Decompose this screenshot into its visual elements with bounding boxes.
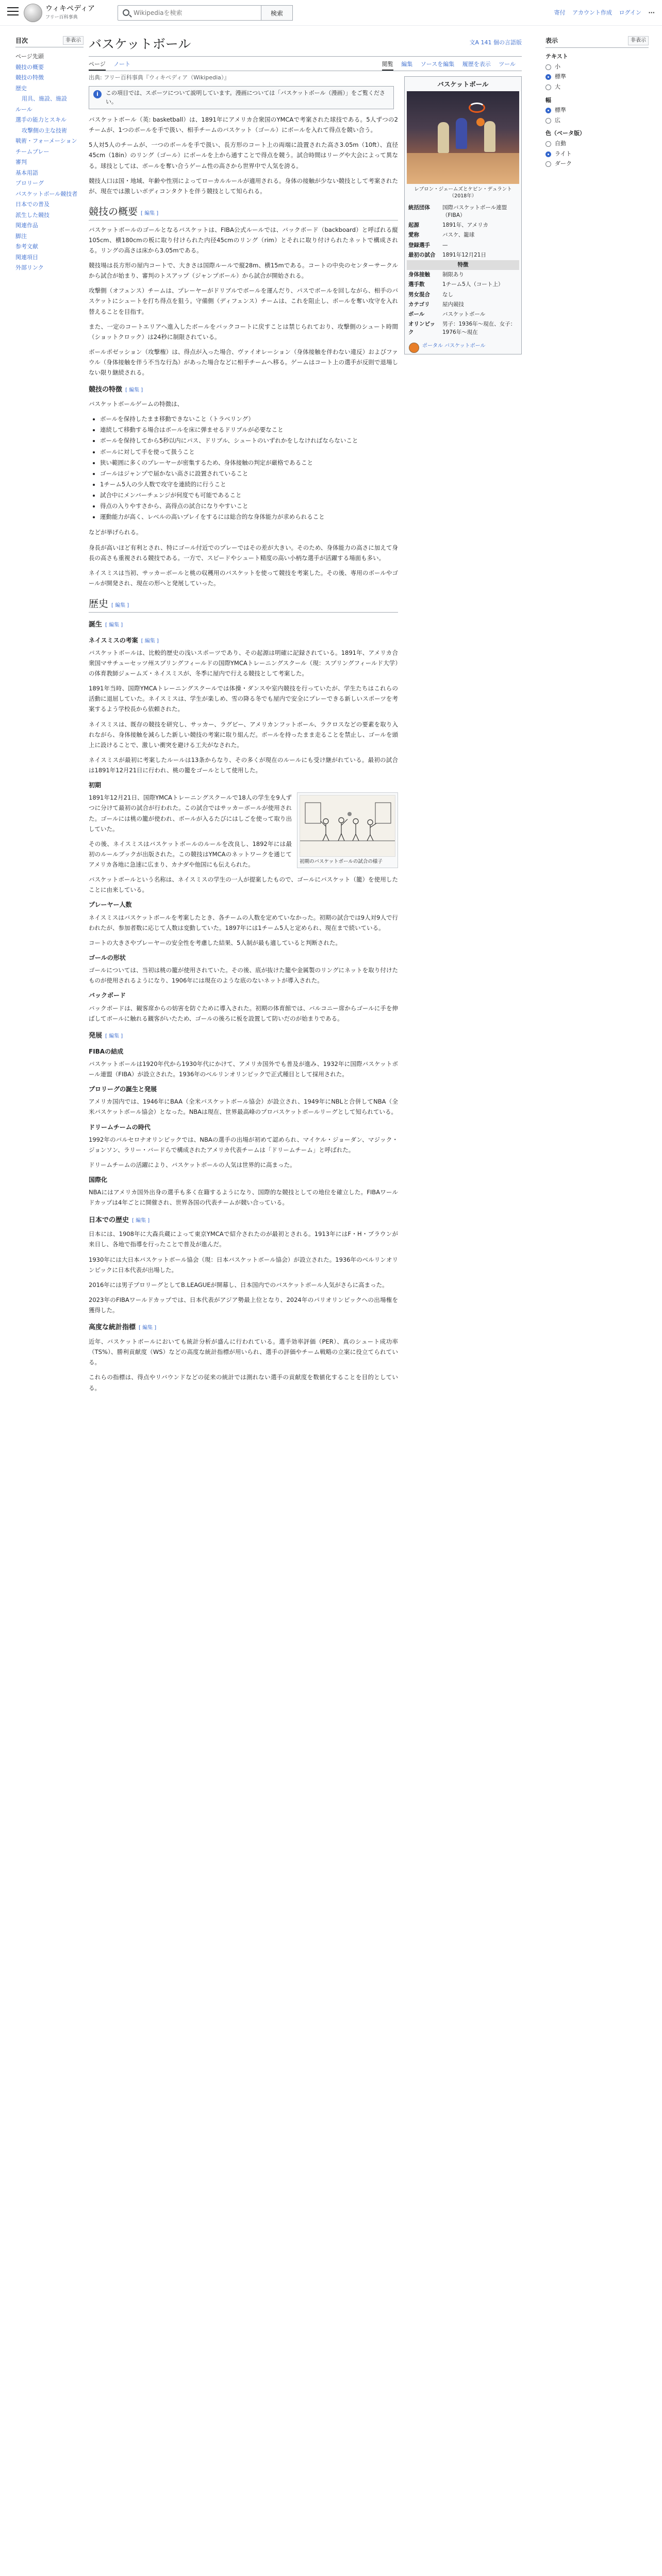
appearance-hide-button[interactable]: 非表示 bbox=[628, 36, 649, 45]
infobox-row bbox=[407, 270, 519, 280]
paragraph: 近年、バスケットボールにおいても統計分析が盛んに行われている。選手効率評価（PER）、真のシュート成功率（TS%）、勝利貢献度（WS）などの高度な統計指標が用いられ、選手の評価やチーム戦略の立案に役立てられている。 bbox=[89, 1338, 398, 1366]
section-heading-pro bbox=[89, 1084, 398, 1094]
section-title: 歴史 bbox=[89, 598, 109, 610]
figure-caption: 初期のバスケットボールの試合の様子 bbox=[300, 859, 383, 865]
text-size-option[interactable] bbox=[545, 72, 649, 81]
paragraph: ネイスミスは、既存の競技を研究し、サッカー、ラグビー、アメリカンフットボール、ラクロスなどの要素を取り入れながら、身体接触を減らした新しい競技の考案に取り組んだ。ボールを持ったまま走ることを禁止し、ゴールを頭上に設けることで、激しい衝突を避ける工夫がなされた。 bbox=[89, 720, 398, 749]
section-title: ネイスミスの考案 bbox=[89, 636, 138, 644]
tab-talk[interactable]: ノート bbox=[113, 60, 130, 67]
infobox-value: 1891年、アメリカ bbox=[442, 222, 488, 229]
paragraph: 1992年のバルセロナオリンピックでは、NBAの選手の出場が初めて認められ、マイケル・ジョーダン、マジック・ジョンソン、ラリー・バードらで構成されたアメリカ代表チームは「ドリームチーム」と呼ばれた。 bbox=[89, 1136, 398, 1154]
section-title: ドリームチームの時代 bbox=[89, 1123, 151, 1131]
edit-link[interactable]: [ 編集 ] bbox=[111, 603, 129, 609]
paragraph: 2023年のFIBAワールドカップでは、日本代表がアジア勢最上位となり、2024年のパリオリンピックへの出場権を獲得した。 bbox=[89, 1296, 398, 1314]
infobox-row bbox=[407, 300, 519, 310]
title-text: バスケットボール bbox=[89, 37, 191, 52]
toc-hide-button[interactable]: 非表示 bbox=[63, 36, 84, 45]
naismith-text bbox=[89, 648, 398, 775]
toc-item[interactable]: プロリーグ bbox=[15, 180, 44, 187]
section-heading-birth bbox=[89, 620, 398, 631]
infobox-key: 登録選手 bbox=[408, 242, 430, 248]
radio-icon[interactable] bbox=[545, 161, 551, 167]
globe-icon bbox=[24, 4, 42, 22]
toc-item[interactable]: 関連作品 bbox=[15, 222, 38, 229]
infobox-row bbox=[407, 280, 519, 290]
infobox-key: 身体接触 bbox=[408, 272, 430, 278]
infobox-key: 男女混合 bbox=[408, 291, 430, 298]
section-heading-history bbox=[89, 598, 398, 613]
section-title: 競技の特徴 bbox=[89, 386, 123, 394]
portal-link[interactable] bbox=[407, 341, 519, 352]
infobox-table bbox=[407, 203, 519, 260]
player-figure bbox=[438, 122, 449, 153]
infobox-value: 1891年12月21日 bbox=[442, 251, 486, 258]
features-after: などが挙げられる。 bbox=[89, 529, 142, 536]
toc-list bbox=[15, 52, 84, 274]
paragraph: 1891年12月21日、国際YMCAトレーニングスクールで18人の学生を9人ずつに分けて最初の試合が行われた。この試合ではサッカーボールが使用された。ゴールには桃の籠が使われ、ボールが入るたびにはしごを使って取り出していた。 bbox=[89, 794, 292, 833]
infobox-key: 選手数 bbox=[408, 281, 425, 288]
list-item: • 運動能力が高く、レベルの高いプレイをするには総合的な身体能力が求められること bbox=[100, 512, 398, 522]
section-heading-intl bbox=[89, 1175, 398, 1185]
radio-icon[interactable] bbox=[545, 141, 551, 147]
edit-link[interactable]: [ 編集 ] bbox=[105, 1033, 123, 1039]
search-icon bbox=[123, 9, 129, 16]
radio-icon[interactable] bbox=[545, 118, 551, 124]
hatnote bbox=[89, 86, 394, 109]
option-label: 広 bbox=[555, 116, 560, 124]
section-title: FIBAの結成 bbox=[89, 1047, 124, 1055]
search-box bbox=[118, 5, 293, 21]
tab-edit[interactable]: 編集 bbox=[401, 60, 413, 67]
infobox-row bbox=[407, 203, 519, 221]
paragraph: 2016年には男子プロリーグとしてB.LEAGUEが開幕し、日本国内でのバスケットボール人気がさらに高まった。 bbox=[89, 1281, 388, 1289]
tab-tools[interactable]: ツール bbox=[499, 60, 516, 67]
section-title: プレーヤー人数 bbox=[89, 901, 132, 909]
intl-text bbox=[89, 1187, 398, 1208]
infobox-row bbox=[407, 310, 519, 319]
width-option[interactable] bbox=[545, 116, 649, 125]
infobox bbox=[404, 76, 522, 354]
section-heading-fiba bbox=[89, 1047, 398, 1057]
option-label: ライト bbox=[555, 150, 572, 157]
section-title: 誕生 bbox=[89, 620, 103, 629]
option-label: 自動 bbox=[555, 140, 566, 147]
radio-icon[interactable] bbox=[545, 151, 551, 157]
player-figure bbox=[456, 118, 467, 149]
infobox-key: 統括団体 bbox=[408, 204, 430, 211]
early-game-image[interactable] bbox=[300, 795, 395, 857]
toc-item[interactable]: 競技の特徴 bbox=[15, 74, 44, 81]
edit-link[interactable]: [ 編集 ] bbox=[139, 1325, 157, 1331]
lead-paragraph: バスケットボール（英: basketball）は、1891年にアメリカ合衆国のYMCAで考案された球技である。5人ずつの2チームが、1つのボールを手で扱い、相手チームのバスケット（ゴール）にボールを入れて得点を競い合う。 bbox=[89, 116, 398, 134]
paragraph: これらの指標は、得点やリバウンドなどの従来の統計では測れない選手の貢献度を数値化することを目的としている。 bbox=[89, 1374, 398, 1392]
list-item: • 連続して移動する場合はボールを床に弾ませるドリブルが必要なこと bbox=[100, 425, 398, 435]
section-heading-stats bbox=[89, 1323, 398, 1333]
radio-icon[interactable] bbox=[545, 84, 551, 90]
edit-link[interactable]: [ 編集 ] bbox=[141, 210, 159, 216]
section-title: 発展 bbox=[89, 1031, 103, 1040]
infobox-value: なし bbox=[442, 291, 453, 298]
section-heading-japan bbox=[89, 1215, 398, 1226]
tab-page[interactable]: ページ bbox=[89, 61, 106, 71]
basketball-icon bbox=[409, 343, 419, 353]
overview-text bbox=[89, 225, 398, 378]
logo-wordmark: ウィキペディア bbox=[45, 5, 95, 13]
edit-link[interactable]: [ 編集 ] bbox=[125, 387, 143, 394]
edit-link[interactable]: [ 編集 ] bbox=[105, 622, 123, 628]
color-option[interactable] bbox=[545, 149, 649, 159]
paragraph: アメリカ国内では、1946年にBAA（全米バスケットボール協会）が設立され、1949年にNBLと合併してNBA（全米バスケットボール協会）となった。NBAは現在、世界最高峰のプロバスケットボールリーグとして知られている。 bbox=[89, 1098, 398, 1116]
create-account-link[interactable]: アカウント作成 bbox=[572, 9, 612, 16]
infobox-image[interactable] bbox=[407, 91, 519, 184]
japan-text bbox=[89, 1229, 398, 1315]
section-heading-goal bbox=[89, 953, 398, 963]
text-size-option[interactable] bbox=[545, 62, 649, 72]
paragraph: バスケットボールのゴールとなるバスケットは、FIBA公式ルールでは、バックボード（backboard）と呼ばれる縦105cm、横180cmの板に取り付けられた内径45cmのリング（rim）とそれに取り付けられたネットで構成される。リングの高さは床から3.05mである。 bbox=[89, 226, 398, 254]
site-header bbox=[0, 0, 662, 26]
radio-icon[interactable] bbox=[545, 108, 551, 113]
text-size-label: テキスト bbox=[545, 53, 568, 60]
logo-tagline: フリー百科事典 bbox=[45, 15, 78, 20]
infobox-key: 愛称 bbox=[408, 232, 419, 239]
infobox-key: 起源 bbox=[408, 222, 419, 229]
infobox-value: 屋内競技 bbox=[442, 301, 464, 308]
toc-item[interactable]: 基本用語 bbox=[15, 169, 38, 176]
edit-link[interactable]: [ 編集 ] bbox=[132, 1217, 150, 1224]
section-heading-players bbox=[89, 900, 398, 910]
paragraph: バスケットボールという名称は、ネイスミスの学生の一人が提案したもので、ゴールにバスケット（籠）を使用したことに由来している。 bbox=[89, 876, 398, 894]
infobox-row bbox=[407, 290, 519, 300]
option-label: ダーク bbox=[555, 160, 572, 167]
toc-item[interactable]: 戦術・フォーメーション bbox=[15, 138, 77, 144]
infobox-value: バスケ、籠球 bbox=[442, 232, 475, 239]
toc-item[interactable]: 歴史 bbox=[15, 84, 27, 92]
toc-item[interactable]: バスケットボール競技者 bbox=[15, 190, 78, 197]
color-option[interactable] bbox=[545, 159, 649, 168]
toc-sidebar bbox=[15, 36, 84, 274]
section-heading-naismith bbox=[89, 636, 398, 646]
toc-item[interactable]: 日本での普及 bbox=[15, 201, 49, 208]
toc-item[interactable]: 派生した競技 bbox=[15, 211, 49, 218]
option-label: 小 bbox=[555, 63, 560, 70]
infobox-value: 男子：1936年～現在、女子：1976年～現在 bbox=[442, 321, 516, 335]
text-size-option[interactable] bbox=[545, 82, 649, 92]
toc-item[interactable]: 用具、施設、施設 bbox=[22, 95, 67, 102]
infobox-caption: レブロン・ジェームズとケビン・デュラント（2018年） bbox=[414, 187, 512, 199]
more-icon[interactable]: ··· bbox=[648, 9, 655, 16]
infobox-value: — bbox=[442, 242, 448, 248]
paragraph: バックボードは、観客席からの妨害を防ぐために導入された。初期の体育館では、バルコニー席からゴールに手を伸ばしてボールに触れる観客がいたため、ゴールの後ろに板を設置して防いだのが始まりである。 bbox=[89, 1004, 398, 1022]
toc-item[interactable]: ルール bbox=[15, 106, 32, 113]
toc-item[interactable]: チームプレー bbox=[15, 148, 49, 155]
paragraph: その後、ネイスミスはバスケットボールのルールを改良し、1892年には最初のルールブックが出版された。この競技はYMCAのネットワークを通じてアメリカ各地に急速に広まり、カナダや他国にも伝えられた。 bbox=[89, 840, 292, 869]
infobox-value: バスケットボール bbox=[442, 311, 486, 318]
section-title: プロリーグの誕生と発展 bbox=[89, 1086, 157, 1093]
paragraph: コートの大きさやプレーヤーの安全性を考慮した結果、5人制が最も適していると判断された。 bbox=[89, 939, 341, 946]
option-label: 標準 bbox=[555, 73, 566, 80]
appearance-heading bbox=[545, 36, 649, 48]
toc-item[interactable]: 審判 bbox=[15, 159, 27, 165]
portal-text: ポータル バスケットボール bbox=[422, 343, 486, 349]
list-item: • ボールに対して手を使って扱うこと bbox=[100, 447, 398, 457]
infobox-row bbox=[407, 221, 519, 230]
article-body bbox=[89, 86, 398, 1393]
lead-paragraph: 5人対5人のチームが、一つのボールを手で扱い、長方形のコート上の両端に設置された高さ3.05m（10ft）、直径45cm（18in）のリング（ゴール）にボールを上から通すことで得点を競う。試合時間はリーグや大会によって異なる。球技としては、ボールを奪い合うゲーム性の高さから世界中で人気を誇る。 bbox=[89, 141, 398, 170]
paragraph: 攻撃側（オフェンス）チームは、プレーヤーがドリブルでボールを運んだり、パスでボールを回しながら、相手のバスケットにシュートを打ち得点を狙う。守備側（ディフェンス）チームは、これを阻止し、ボールを奪い攻守を入れ替えることを目指す。 bbox=[89, 287, 398, 315]
paragraph: 競技場は長方形の屋内コートで、大きさは国際ルールで縦28m、横15mである。コートの中央のセンターサークルから試合が始まり、審判のトスアップ（ジャンプボール）から試合が開始される。 bbox=[89, 262, 398, 280]
infobox-olympic bbox=[407, 319, 519, 337]
lead-paragraph: 競技人口は国・地域、年齢や性別によってローカルルールが適用される。身体の接触が少ない競技として考案されたが、現在では激しいボディコンタクトを伴う競技として知られる。 bbox=[89, 177, 398, 195]
toc-item[interactable]: 攻撃側の主な技術 bbox=[22, 127, 67, 134]
width-label: 幅 bbox=[545, 96, 551, 104]
language-icon: 文A bbox=[469, 39, 481, 46]
tab-edit-source[interactable]: ソースを編集 bbox=[420, 60, 455, 67]
login-link[interactable]: ログイン bbox=[619, 9, 641, 16]
toc-title: 目次 bbox=[15, 37, 28, 44]
paragraph: ドリームチームの活躍により、バスケットボールの人気は世界的に高まった。 bbox=[89, 1161, 296, 1168]
page-title bbox=[89, 36, 522, 57]
hatnote-text: この項目では、スポーツについて説明しています。漫画については「バスケットボール（漫画）」をご覧ください。 bbox=[106, 90, 385, 105]
color-option[interactable] bbox=[545, 139, 649, 148]
from-line: 出典: フリー百科事典『ウィキペディア（Wikipedia）』 bbox=[89, 74, 230, 81]
sketch-illustration bbox=[300, 795, 395, 857]
infobox-table-features bbox=[407, 270, 519, 319]
list-item: • 得点の入りやすさから、高得点の試合になりやすいこと bbox=[100, 501, 398, 511]
hoop-shape bbox=[469, 103, 485, 113]
lead-section bbox=[89, 114, 398, 196]
dream-text bbox=[89, 1134, 398, 1170]
option-label: 標準 bbox=[555, 107, 566, 114]
list-item: • ゴールはジャンプで届かない高さに設置されていること bbox=[100, 468, 398, 479]
infobox-value: 1チーム5人（コート上） bbox=[442, 281, 504, 288]
appearance-sidebar bbox=[545, 36, 649, 170]
infobox-row bbox=[407, 250, 519, 260]
toc-item[interactable]: 脚注 bbox=[15, 232, 27, 240]
features-text bbox=[89, 543, 398, 589]
color-label: 色（ベータ版） bbox=[545, 130, 585, 137]
search-button[interactable]: 検索 bbox=[261, 5, 293, 21]
infobox-title: バスケットボール bbox=[437, 80, 489, 88]
section-heading-dev bbox=[89, 1031, 398, 1042]
paragraph: また、一定のコートエリアへ進入したボールをバックコートに戻すことは禁じられており、攻撃側のシュート時間（ショットクロック）は24秒に制限されている。 bbox=[89, 323, 398, 341]
color-options bbox=[545, 139, 649, 168]
players-text bbox=[89, 912, 398, 948]
width-option[interactable] bbox=[545, 106, 649, 115]
section-heading-overview bbox=[89, 206, 398, 221]
paragraph: NBAにはアメリカ国外出身の選手も多く在籍するようになり、国際的な競技としての地位を確立した。FIBAワールドカップは4年ごとに開催され、世界各国の代表チームが競い合っている。 bbox=[89, 1189, 398, 1207]
infobox-subheader: 特徴 bbox=[407, 260, 519, 270]
toc-item[interactable]: 関連項目 bbox=[15, 253, 38, 261]
infobox-key: オリンピック bbox=[408, 321, 436, 335]
paragraph: ネイスミスは当初、サッカーボールと桃の収穫用のバスケットを使って競技を考案した。その後、専用のボールやゴールが開発され、現在の形へと発展していった。 bbox=[89, 569, 398, 587]
radio-icon[interactable] bbox=[545, 64, 551, 70]
goal-text bbox=[89, 965, 398, 986]
page-tabs bbox=[89, 57, 522, 71]
pro-text bbox=[89, 1096, 398, 1117]
infobox-key: ボール bbox=[408, 311, 425, 318]
tab-read[interactable]: 閲覧 bbox=[382, 61, 393, 71]
article-content bbox=[89, 36, 522, 1398]
section-title: 国際化 bbox=[89, 1176, 108, 1184]
section-heading-backboard bbox=[89, 991, 398, 1001]
paragraph: ネイスミスはバスケットボールを考案したとき、各チームの人数を定めていなかった。初期の試合では9人対9人で行われたが、参加者数に応じて人数は変動していた。1897年には1チーム5人と定められ、現在まで続いている。 bbox=[89, 913, 398, 931]
paragraph: ネイスミスが最初に考案したルールは13条からなり、その多くが現在のルールにも受け継がれている。最初の試合は1891年12月21日に行われ、桃の籠をゴールとして使用した。 bbox=[89, 756, 398, 774]
list-item: • 試合中にメンバーチェンジが何度でも可能であること bbox=[100, 490, 398, 500]
early-wrap bbox=[89, 792, 398, 895]
section-title: 初期 bbox=[89, 782, 102, 789]
list-item: • 1チーム5人の少人数で攻守を連続的に行うこと bbox=[100, 479, 398, 489]
section-heading-early bbox=[89, 781, 398, 790]
toc-item[interactable]: 競技の概要 bbox=[15, 63, 44, 71]
paragraph: ゴールについては、当初は桃の籠が使用されていた。その後、底が抜けた籠や金属製のリングにネットを取り付けたものが使用されるようになり、1906年には現在のような底のないネットが導入された。 bbox=[89, 967, 398, 985]
section-title: 高度な統計指標 bbox=[89, 1324, 136, 1332]
infobox-key: カテゴリ bbox=[408, 301, 430, 308]
paragraph: バスケットボールは1920年代から1930年代にかけて、アメリカ国外でも普及が進み、1932年に国際バスケットボール連盟（FIBA）が設立された。1936年のベルリンオリンピックで正式種目として採用された。 bbox=[89, 1060, 398, 1078]
toc-item[interactable]: ページ先頭 bbox=[15, 53, 44, 60]
section-heading-dream bbox=[89, 1123, 398, 1132]
wikipedia-logo[interactable] bbox=[24, 3, 95, 23]
backboard-text bbox=[89, 1003, 398, 1024]
list-item: • ボールを保持してから5秒以内にパス、ドリブル、シュートのいずれかをしなければならないこと bbox=[100, 435, 398, 446]
infobox-value: 国際バスケットボール連盟（FIBA） bbox=[442, 204, 507, 218]
features-list bbox=[100, 414, 398, 522]
fiba-text bbox=[89, 1059, 398, 1079]
edit-link[interactable]: [ 編集 ] bbox=[141, 638, 159, 644]
toc-item[interactable]: 選手の能力とスキル bbox=[15, 116, 67, 123]
radio-icon[interactable] bbox=[545, 74, 551, 80]
features-intro: バスケットボールゲームの特徴は、 bbox=[89, 400, 183, 408]
user-nav bbox=[549, 8, 655, 18]
infobox-key: 最初の試合 bbox=[408, 251, 436, 258]
toc-item[interactable]: 参考文献 bbox=[15, 243, 38, 250]
paragraph: バスケットボールは、比較的歴史の浅いスポーツであり、その起源は明確に記録されている。1891年、アメリカ合衆国マサチューセッツ州スプリングフィールドの国際YMCAトレーニングスクール（現：スプリングフィールド大学）の体育教師ジェームズ・ネイスミスが、冬季に屋内で行える競技として考案した。 bbox=[89, 649, 398, 677]
player-figure bbox=[484, 121, 495, 152]
list-item: • ボールを保持したまま移動できないこと（トラベリング） bbox=[100, 414, 398, 424]
toc-item[interactable]: 外部リンク bbox=[15, 264, 44, 271]
court-floor bbox=[407, 153, 519, 184]
stats-text bbox=[89, 1336, 398, 1393]
section-title: 日本での歴史 bbox=[89, 1216, 129, 1224]
toc-heading bbox=[15, 36, 84, 47]
info-icon: i bbox=[93, 90, 102, 98]
main-menu-icon[interactable] bbox=[7, 7, 19, 16]
list-item: • 狭い範囲に多くのプレーヤーが密集するため、身体接触の判定が厳格であること bbox=[100, 457, 398, 468]
infobox-row bbox=[407, 241, 519, 250]
width-options bbox=[545, 106, 649, 125]
appearance-title: 表示 bbox=[545, 37, 558, 44]
section-title: ゴールの形状 bbox=[89, 954, 126, 961]
infobox-value: 制限あり bbox=[442, 272, 464, 278]
section-heading-features bbox=[89, 385, 398, 396]
donate-link[interactable]: 寄付 bbox=[554, 9, 566, 16]
option-label: 大 bbox=[555, 83, 560, 90]
infobox-row bbox=[407, 230, 519, 240]
paragraph: 身長が高いほど有利とされ、特にゴール付近でのプレーではその差が大きい。そのため、身体能力の高さに加えて身長の高さも重視される競技である。一方で、スピードやシュート精度の高い小柄な選手が活躍する場面も多い。 bbox=[89, 544, 398, 562]
figure-early-game bbox=[297, 792, 398, 868]
section-title: バックボード bbox=[89, 992, 126, 999]
paragraph: ボールポゼッション（攻撃権）は、得点が入った場合、ヴァイオレーション（身体接触を伴わない違反）およびファウル（身体接触を伴う不当な行為）があった場合などに相手チームへ移る。ゲームはコート上の選手が反則で退場しない限り継続される。 bbox=[89, 348, 398, 377]
paragraph: 日本には、1908年に大森兵蔵によって東京YMCAで紹介されたのが最初とされる。1913年にはF・H・ブラウンが来日し、各地で指導を行ったことで普及が進んだ。 bbox=[89, 1230, 398, 1248]
tab-history[interactable]: 履歴を表示 bbox=[462, 60, 491, 67]
language-button[interactable] bbox=[469, 39, 522, 46]
section-title: 競技の概要 bbox=[89, 206, 138, 217]
search-input[interactable] bbox=[134, 8, 257, 18]
text-size-options bbox=[545, 62, 649, 92]
basketball-icon bbox=[476, 118, 485, 126]
paragraph: 1891年当時、国際YMCAトレーニングスクールでは体操・ダンスや室内競技を行っていたが、学生たちはこれらの活動に退屈していた。ネイスミスは、学生が楽しめ、雪の降る冬でも屋内で安全にプレーできる新しいスポーツを考案するよう学校長から依頼された。 bbox=[89, 685, 398, 713]
language-count: 141 個の言語版 bbox=[481, 39, 522, 46]
paragraph: 1930年には大日本バスケットボール協会（現：日本バスケットボール協会）が設立された。1936年のベルリンオリンピックに日本代表が出場した。 bbox=[89, 1256, 398, 1274]
